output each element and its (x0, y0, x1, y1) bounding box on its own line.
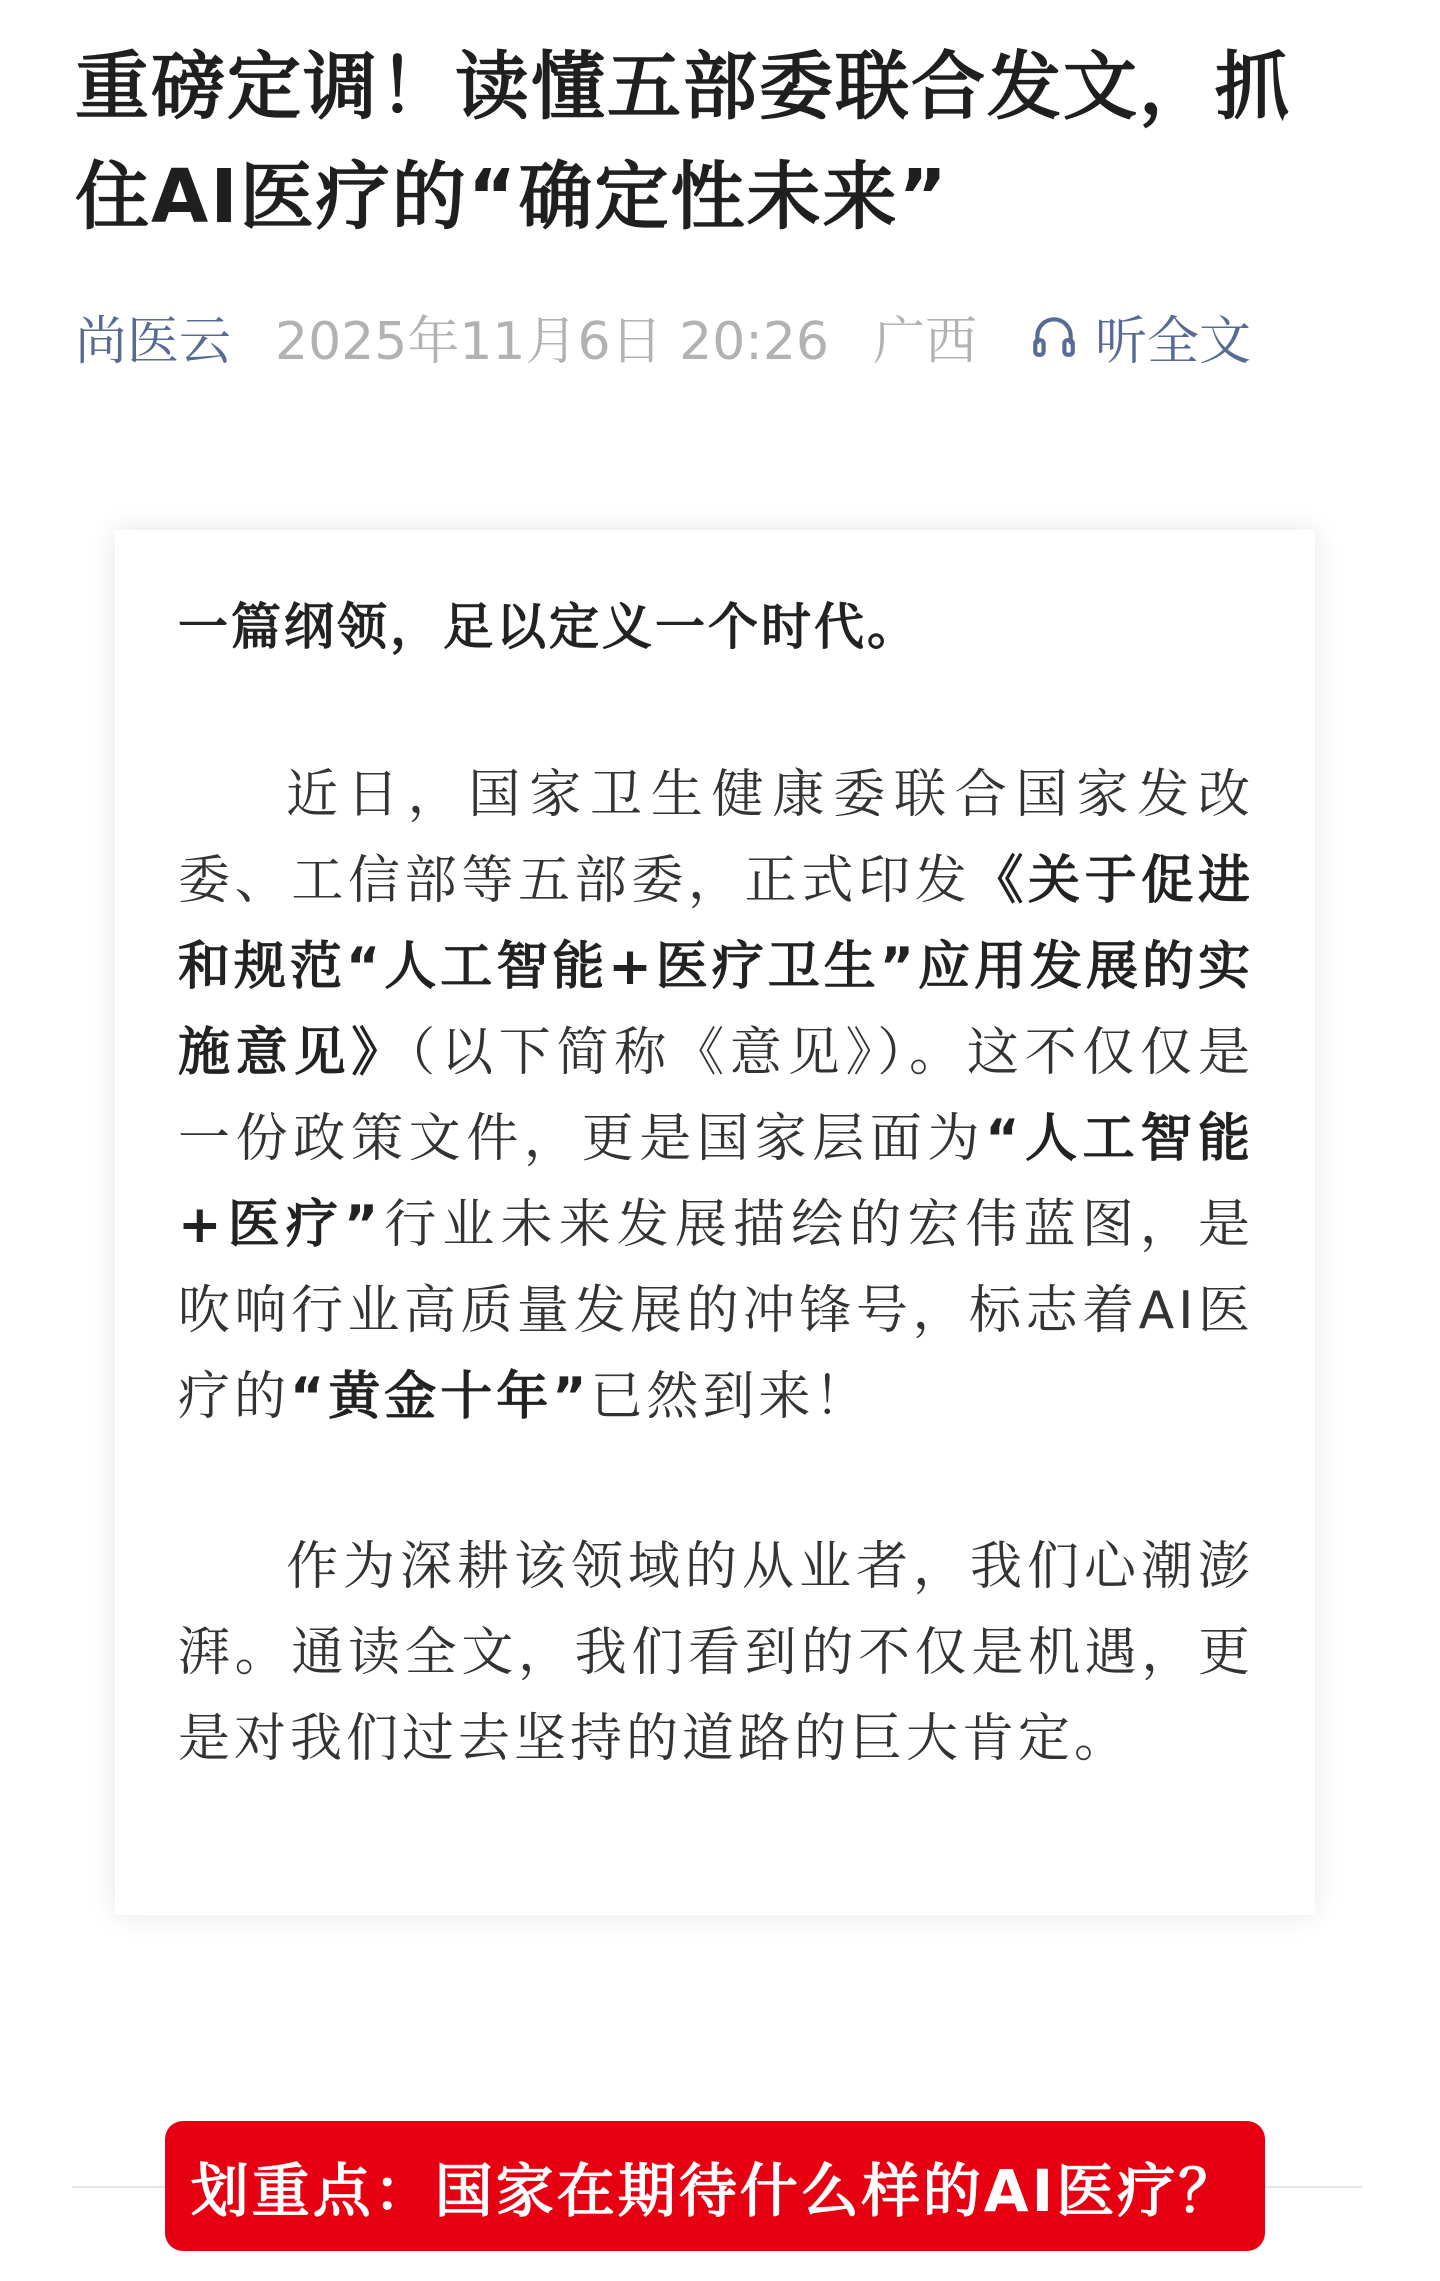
publish-time: 2025年11月6日 20:26 (275, 311, 829, 372)
card-paragraph-policy (178, 752, 1254, 1440)
listen-button[interactable] (1029, 299, 1251, 374)
publish-region: 广西 (873, 311, 978, 372)
article-title: 重磅定调！读懂五部委联合发文，抓住AI医疗的“确定性未来” (75, 44, 1291, 240)
body-text: 近日，国家卫生健康委联合国家发改委、工信部等五部委，正式印发 (178, 765, 1254, 911)
emphasis-text: “人工智能+医疗” (178, 1109, 1254, 1255)
headphones-icon (1029, 311, 1079, 361)
card-paragraph-reaction: 作为深耕该领域的从业者，我们心潮澎湃。通读全文，我们看到的不仅是机遇，更是对我们过去坚持的道路的巨大肯定。 (178, 1537, 1254, 1769)
emphasis-text: 《关于促进和规范“人工智能+医疗卫生”应用发展的实施意见》 (178, 851, 1254, 1083)
author-link[interactable]: 尚医云 (75, 311, 232, 372)
intro-card (115, 530, 1315, 1915)
body-text: （以下简称《意见》）。这不仅仅是一份政策文件，更是国家层面为 (178, 1023, 1254, 1169)
body-text: 已然到来！ (590, 1367, 871, 1427)
section-divider-left (72, 2186, 172, 2188)
card-lead: 一篇纲领，足以定义一个时代。 (178, 598, 920, 656)
listen-label: 听全文 (1095, 311, 1252, 372)
article-meta (75, 300, 1251, 372)
section-divider-right (1262, 2186, 1362, 2188)
body-text: 行业未来发展描绘的宏伟蓝图，是吹响行业高质量发展的冲锋号，标志着AI医疗的 (178, 1195, 1254, 1427)
emphasis-text: “黄金十年” (290, 1367, 591, 1427)
section-heading-banner: 划重点：国家在期待什么样的AI医疗？ (165, 2121, 1265, 2251)
intro-card-content (178, 584, 1254, 1782)
